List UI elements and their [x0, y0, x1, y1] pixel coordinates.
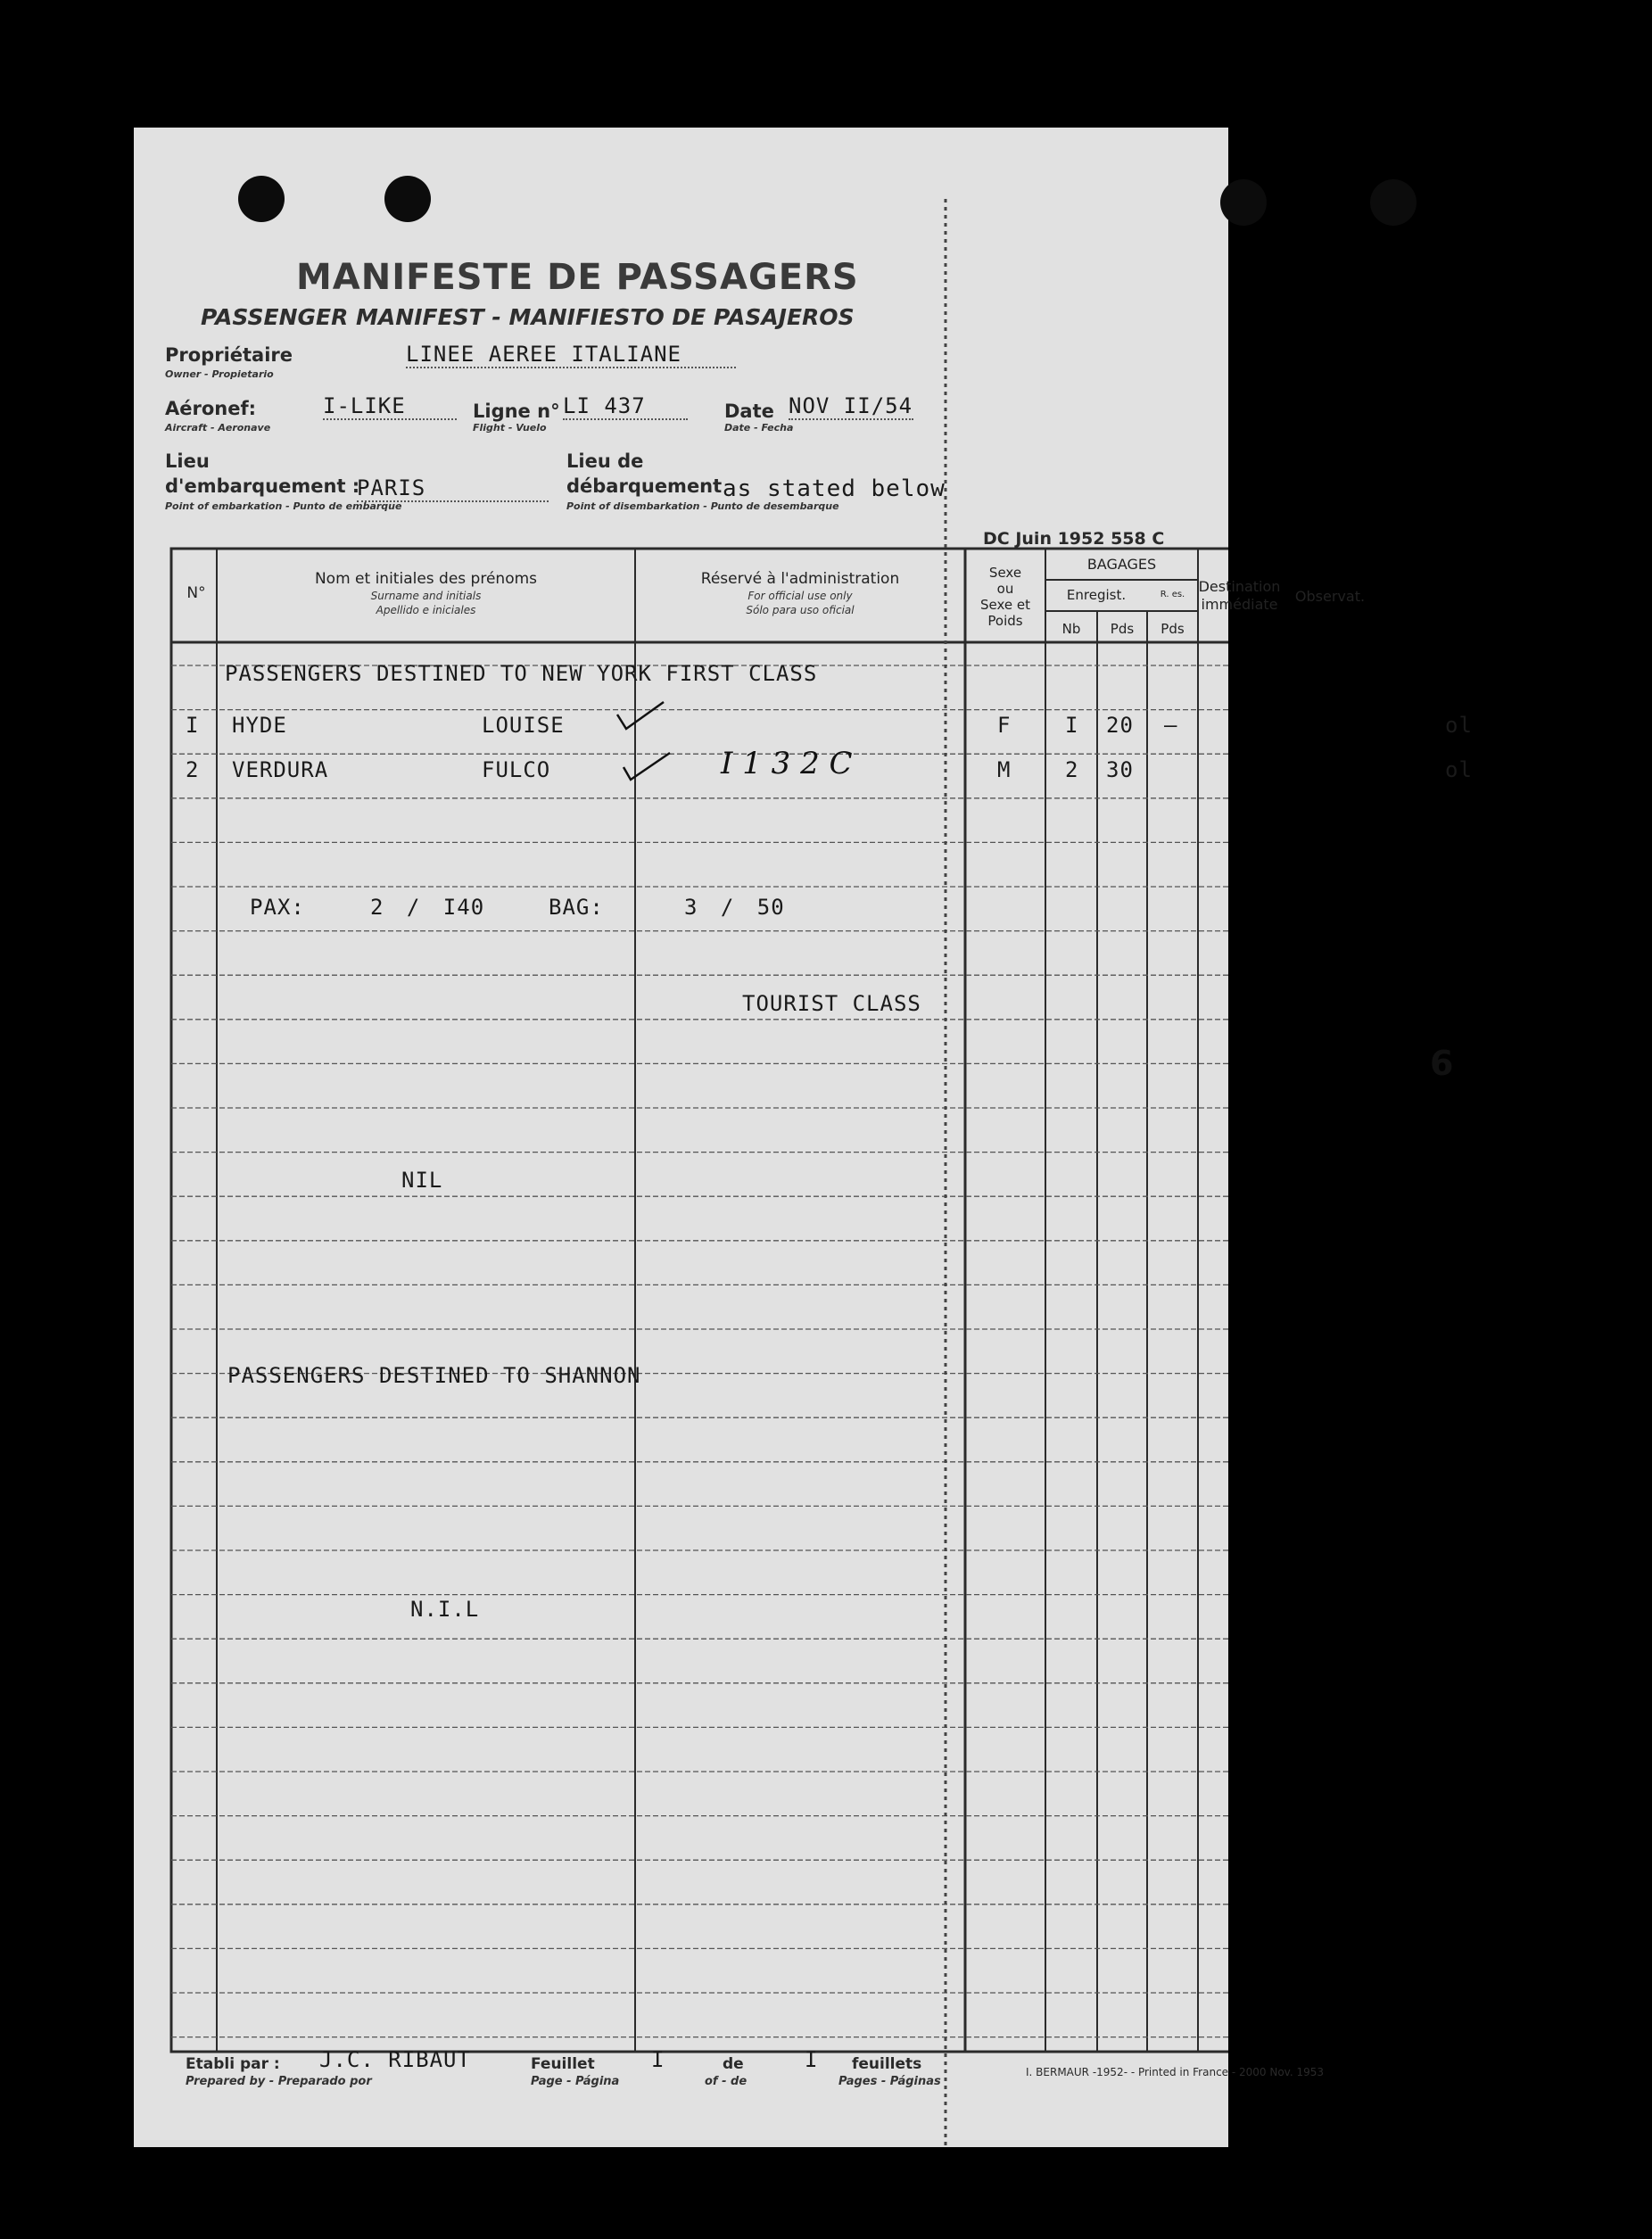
header-admin: Réservé à l'administration — [700, 570, 900, 588]
prepared-sublabel: Prepared by - Preparado por — [186, 2075, 372, 2088]
disembark-label-2: débarquement — [566, 475, 723, 497]
nil-note-shannon: N.I.L — [410, 1597, 480, 1622]
printer-imprint: I. BERMAUR -1952- - Printed in France - 2000 Nov. 1953 — [1026, 2066, 1325, 2078]
header-destination-1: Destination — [1198, 578, 1281, 595]
handwritten-admin-note: I 1 3 2 C — [721, 746, 853, 781]
sheet-sublabel: Page - Página — [531, 2075, 620, 2088]
row-res: – — [1164, 713, 1178, 738]
owner-sublabel: Owner - Propietario — [165, 368, 274, 380]
manifest-table-grid — [134, 128, 1228, 2147]
row-first-name: FULCO — [482, 757, 551, 782]
pax-label: PAX: — [250, 895, 305, 920]
owner-value: LINEE AEREE ITALIANE — [406, 342, 736, 368]
header-res: R. es. — [1160, 590, 1185, 599]
row-sex: F — [997, 713, 1012, 738]
flight-label: Ligne n° — [473, 401, 560, 422]
form-subtitle: PASSENGER MANIFEST - MANIFIESTO DE PASAJEROS — [201, 304, 855, 330]
header-bagages: BAGAGES — [1086, 556, 1157, 573]
prepared-value: J.C. RIBAUT — [319, 2047, 471, 2072]
header-admin-sub2: Sólo para uso oficial — [746, 604, 855, 616]
aircraft-sublabel: Aircraft - Aeronave — [165, 422, 271, 434]
pax-value: 2 / I40 — [370, 895, 485, 920]
disembark-value: as stated below — [723, 475, 946, 502]
form-code: DC Juin 1952 558 C — [983, 529, 1165, 549]
header-observat: Observat. — [1294, 588, 1366, 605]
of-sublabel: of - de — [705, 2075, 748, 2088]
embark-label-2: d'embarquement : — [165, 475, 360, 497]
sheets-sublabel: Pages - Páginas — [838, 2075, 941, 2088]
bag-value: 3 / 50 — [684, 895, 785, 920]
of-value: I — [805, 2047, 819, 2072]
row-bag-count: 2 — [1065, 757, 1079, 782]
prepared-label: Etabli par : — [186, 2055, 280, 2073]
check-mark-icon — [620, 748, 673, 783]
header-name-sub2: Apellido e iniciales — [376, 604, 476, 616]
date-sublabel: Date - Fecha — [724, 422, 794, 434]
flight-sublabel: Flight - Vuelo — [473, 422, 547, 434]
header-pds: Pds — [1110, 621, 1135, 637]
check-mark-icon — [614, 698, 667, 734]
header-name: Nom et initiales des prénoms — [314, 570, 538, 588]
section-heading-shannon: PASSENGERS DESTINED TO SHANNON — [227, 1363, 641, 1388]
tourist-class-heading: TOURIST CLASS — [742, 991, 921, 1016]
header-sex-1: Sexe — [988, 565, 1022, 581]
disembark-sublabel: Point of disembarkation - Punto de desembarque — [566, 500, 839, 512]
row-observation: ol — [1445, 713, 1473, 738]
embark-label-1: Lieu — [165, 450, 210, 472]
header-enregist: Enregist. — [1066, 587, 1127, 603]
disembark-label-1: Lieu de — [566, 450, 644, 472]
header-sex-3: Sexe et — [979, 597, 1030, 613]
sheet-label: Feuillet — [531, 2055, 595, 2073]
header-sex-4: Poids — [987, 613, 1023, 629]
page-stamp: 6 — [1430, 1044, 1454, 1083]
date-label: Date — [724, 401, 774, 422]
embark-value: PARIS — [357, 475, 549, 502]
row-bag-weight: 20 — [1106, 713, 1134, 738]
header-destination-2: immédiate — [1201, 596, 1278, 613]
row-first-name: LOUISE — [482, 713, 565, 738]
manifest-sheet — [134, 128, 1473, 2147]
row-number: I — [186, 713, 200, 738]
section-heading-new-york: PASSENGERS DESTINED TO NEW YORK FIRST CLASS — [225, 661, 818, 686]
row-surname: VERDURA — [232, 757, 329, 782]
sheets-label: feuillets — [852, 2055, 922, 2073]
aircraft-value: I-LIKE — [323, 393, 457, 420]
embark-sublabel: Point of embarkation - Punto de embarque — [165, 500, 402, 512]
row-surname: HYDE — [232, 713, 287, 738]
header-no: N° — [186, 584, 206, 602]
row-bag-count: I — [1065, 713, 1079, 738]
form-title: MANIFESTE DE PASSAGERS — [296, 257, 859, 298]
flight-value: LI 437 — [563, 393, 688, 420]
header-sex-2: ou — [996, 581, 1014, 597]
header-admin-sub1: For official use only — [748, 590, 853, 602]
header-name-sub1: Surname and initials — [370, 590, 482, 602]
of-label: de — [723, 2055, 744, 2073]
date-value: NOV II/54 — [789, 393, 913, 418]
row-observation: ol — [1445, 757, 1473, 782]
row-bag-weight: 30 — [1106, 757, 1134, 782]
nil-note-new-york: NIL — [401, 1168, 443, 1193]
sheet-value: I — [651, 2047, 665, 2072]
punch-hole — [1370, 179, 1417, 226]
header-nb: Nb — [1061, 621, 1081, 637]
owner-label: Propriétaire — [165, 344, 293, 366]
bag-label: BAG: — [549, 895, 604, 920]
row-number: 2 — [186, 757, 200, 782]
header-res-pds: Pds — [1161, 621, 1185, 637]
row-sex: M — [997, 757, 1012, 782]
aircraft-label: Aéronef: — [165, 398, 257, 419]
